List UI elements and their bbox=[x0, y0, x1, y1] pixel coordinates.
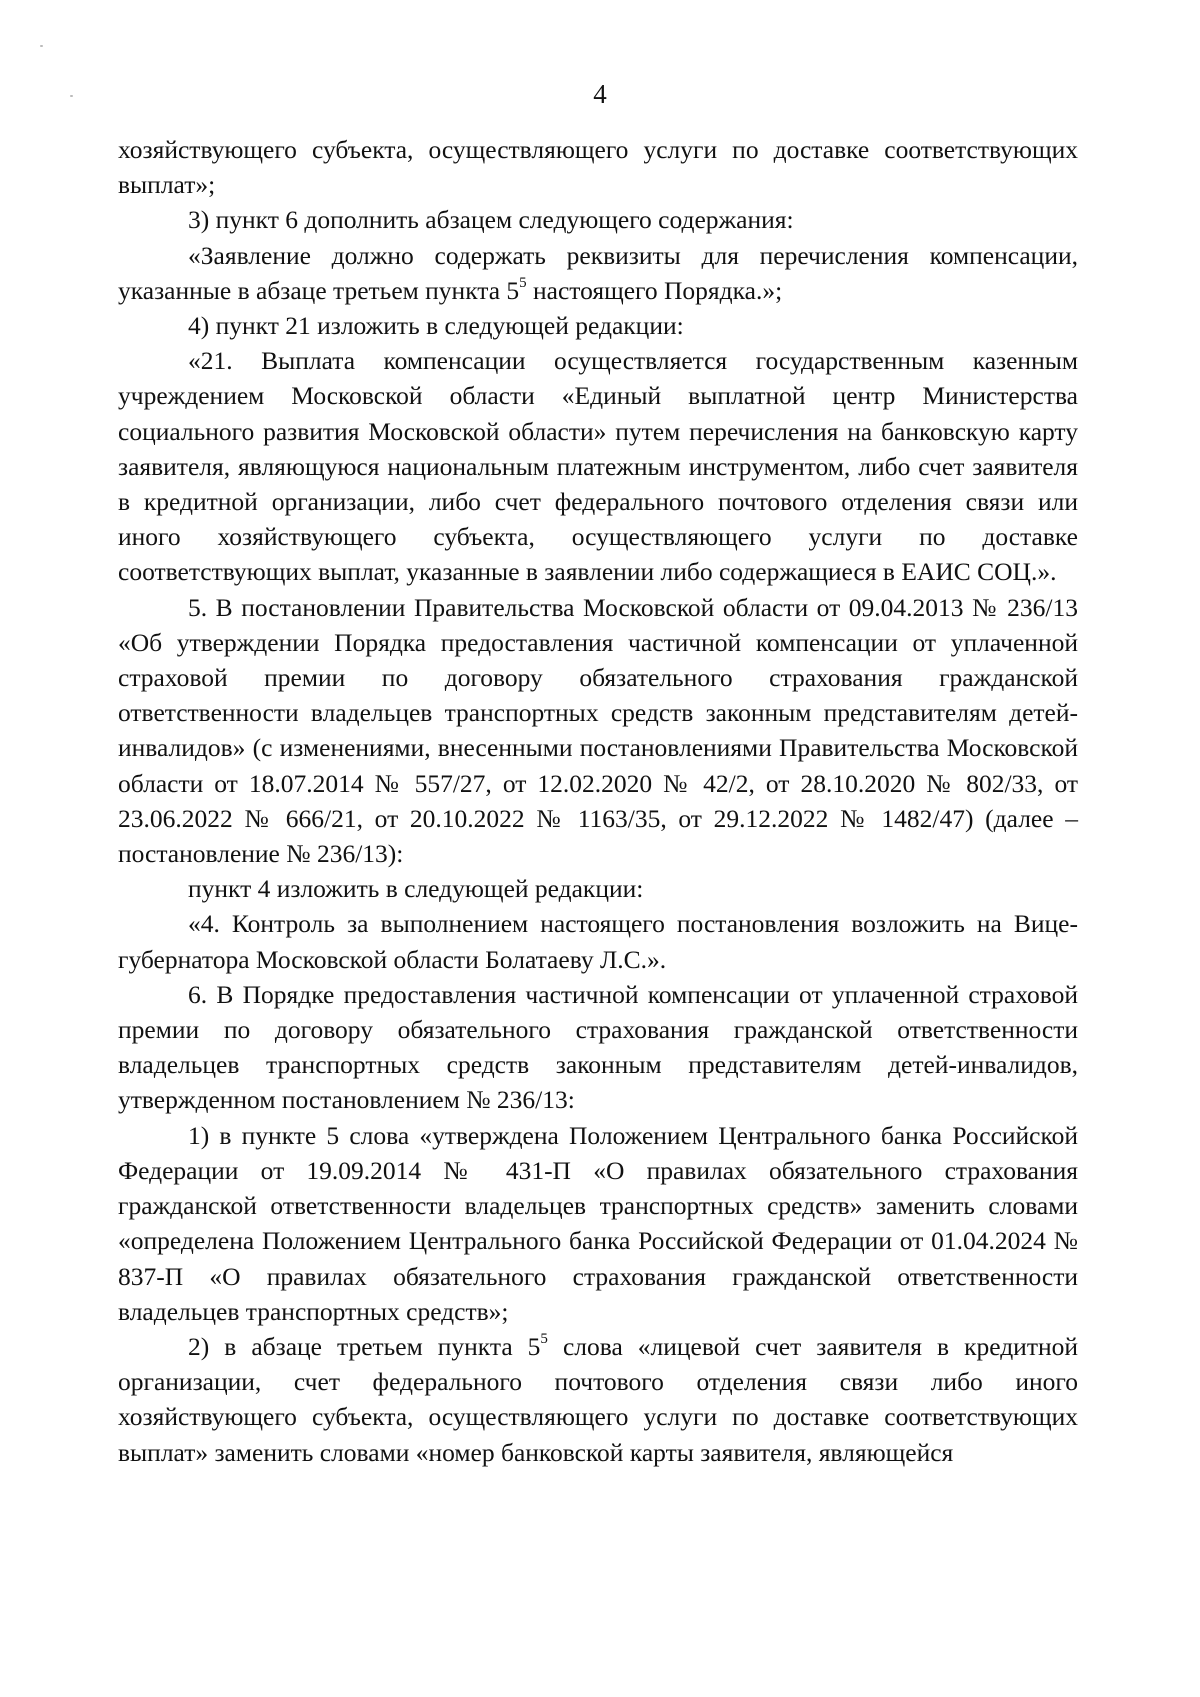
quote-application-end: настоящего Порядка.»; bbox=[526, 275, 783, 305]
superscript: 5 bbox=[519, 275, 527, 292]
document-body bbox=[118, 132, 1078, 1470]
paragraph-quote-21: «21. Выплата компенсации осуществляется государственным казенным учреждением Московской области «Единый выплатной центр Министерства социального развития Московской области» путем перечисления на банковскую карту заявителя, являющуюся национальным платежным инструментом, либо счет заявителя в кредитной организации, либо счет федерального почтового отделения связи или иного хозяйствующего субъекта, осуществляющего услуги по доставке соответствующих выплат, указанные в заявлении либо содержащиеся в ЕАИС СОЦ.». bbox=[118, 346, 1078, 587]
scan-artifact bbox=[70, 95, 73, 97]
paragraph-quote-4: «4. Контроль за выполнением настоящего постановления возложить на Вице-губернатора Московской области Болатаеву Л.С.». bbox=[118, 909, 1078, 974]
paragraph-item-4: 4) пункт 21 изложить в следующей редакции: bbox=[188, 311, 684, 341]
scan-artifact bbox=[40, 45, 43, 47]
superscript: 5 bbox=[540, 1331, 548, 1348]
paragraph-continuation: хозяйствующего субъекта, осуществляющего услуги по доставке соответствующих выплат»; bbox=[118, 135, 1078, 200]
paragraph-item-6-1: 1) в пункте 5 слова «утверждена Положением Центрального банка Российской Федерации от 19.09.2014 № 431-П «О правилах обязательного страхования гражданской ответственности владельцев транспортных средств» заменить словами «определена Положением Центрального банка Российской Федерации от 01.04.2024 № 837-П «О правилах обязательного страхования гражданской ответственности владельцев транспортных средств»; bbox=[118, 1120, 1078, 1326]
paragraph-section-6: 6. В Порядке предоставления частичной компенсации от уплаченной страховой премии по договору обязательного страхования гражданской ответственности владельцев транспортных средств законным представителям детей-инвалидов, утвержденном постановлением № 236/13: bbox=[118, 979, 1078, 1115]
item-6-2-text: 2) в абзаце третьем пункта 5 bbox=[188, 1331, 541, 1361]
quote-application-text: «Заявление должно содержать реквизиты для перечисления компенсации, указанные в абзаце третьем пункта 5 bbox=[118, 240, 1078, 305]
paragraph-item-p4: пункт 4 изложить в следующей редакции: bbox=[188, 874, 644, 904]
paragraph-section-5: 5. В постановлении Правительства Московской области от 09.04.2013 № 236/13 «Об утверждении Порядка предоставления частичной компенсации от уплаченной страховой премии по договору обязательного страхования гражданской ответственности владельцев транспортных средств законным представителям детей-инвалидов» (с изменениями, внесенными постановлениями Правительства Московской области от 18.07.2014 № 557/27, от 12.02.2020 № 42/2, от 28.10.2020 № 802/33, от 23.06.2022 № 666/21, от 20.10.2022 № 1163/35, от 29.12.2022 № 1482/47) (далее – постановление № 236/13): bbox=[118, 592, 1078, 869]
paragraph-quote-application bbox=[118, 238, 1078, 308]
paragraph-item-3: 3) пункт 6 дополнить абзацем следующего содержания: bbox=[188, 205, 794, 235]
page-number: 4 bbox=[593, 79, 607, 109]
item-6-2-end: слова «лицевой счет заявителя в кредитной организации, счет федерального почтового отделения связи либо иного хозяйствующего субъекта, осуществляющего услуги по доставке соответствующих выплат» заменить словами «номер банковской карты заявителя, являющейся bbox=[118, 1331, 1078, 1467]
paragraph-item-6-2 bbox=[118, 1329, 1078, 1470]
